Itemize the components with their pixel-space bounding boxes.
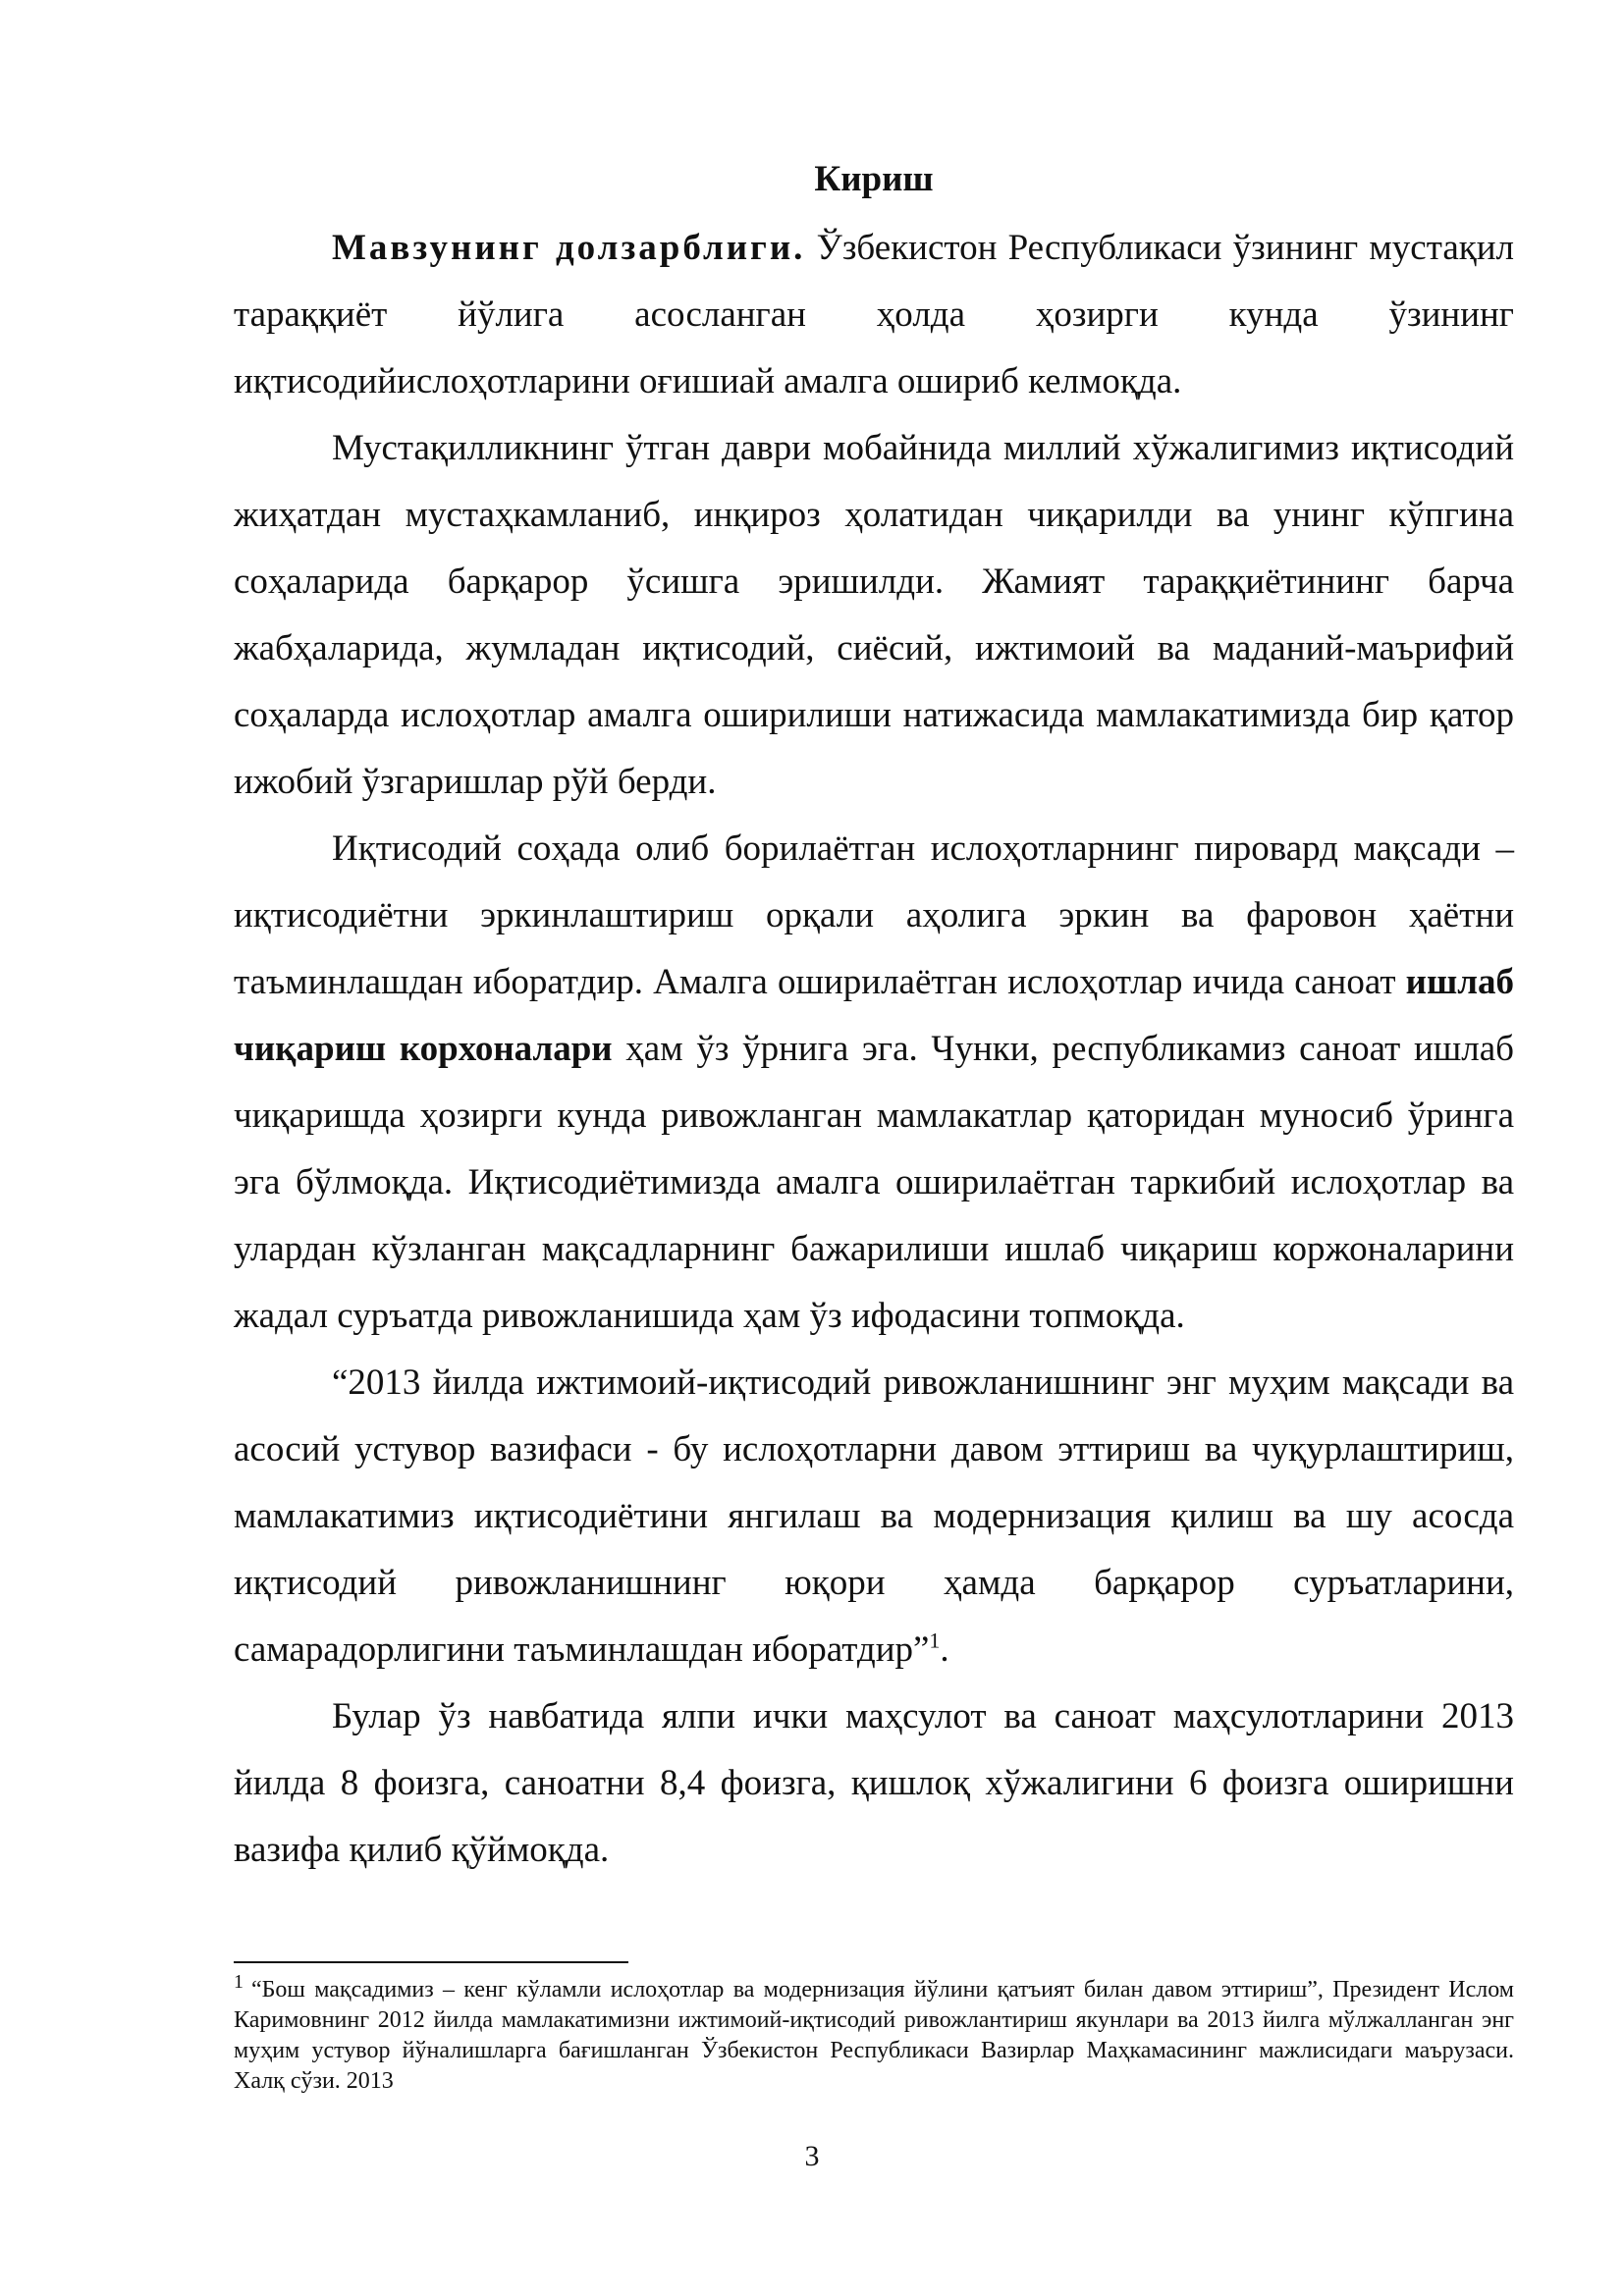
footnote-reference[interactable]: 1 (929, 1628, 941, 1653)
reforms-bold-term: ишлаб чиқариш корхоналари (234, 962, 1514, 1069)
paragraph-quote (234, 1350, 1514, 1683)
quote-text: “2013 йилда ижтимоий-иқтисодий ривожланишнинг энг муҳим мақсади ва асосий устувор вазифаси - бу ислоҳотларни давом эттириш ва чуқурлаштириш, мамлакатимиз иқтисодиётини янгилаш ва модернизация қилиш ва шу асосда иқтисодий ривожланишнинг юқори ҳамда барқарор суръатларини, самарадорлигини таъминлашдан иборатдир” (234, 1362, 1514, 1670)
reforms-text-end: ҳам ўз ўрнига эга. Чунки, республикамиз саноат ишлаб чиқаришда ҳозирги кунда ривожланган мамлакатлар қаторидан муносиб ўринга эга бўлмоқда. Иқтисодиётимизда амалга оширилаётган таркибий ислоҳотлар ва улардан кўзланган мақсадларнинг бажарилиши ишлаб чиқариш коржоналарини жадал суръатда ривожланишида ҳам ўз ифодасини топмоқда. (234, 1029, 1515, 1336)
footnote-mark: 1 (234, 1971, 244, 1993)
paragraph-independence: Мустақилликнинг ўтган даври мобайнида миллий хўжалигимиз иқтисодий жиҳатдан мустаҳкамланиб, инқироз ҳолатидан чиқарилди ва унинг кўпгина соҳаларида барқарор ўсишга эришилди. Жамият тараққиётининг барча жабҳаларида, жумладан иқтисодий, сиёсий, ижтимоий ва маданий-маърифий соҳаларда ислоҳотлар амалга оширилиши натижасида мамлакатимизда бир қатор ижобий ўзгаришлар рўй берди. (234, 428, 1514, 802)
footnote-text: “Бош мақсадимиз – кенг кўламли ислоҳотлар ва модернизация йўлини қатъият билан давом эттириш”, Президент Ислом Каримовнинг 2012 йилда мамлакатимизни ижтимоий-иқтисодий ривожлантириш якунлари ва 2013 йилга мўлжалланган энг муҳим устувор йўналишларга бағишланган Ўзбекистон Республикаси Вазирлар Маҳкамасининг мажлисидаги маърузаси. Халқ сўзи. 2013 (234, 1977, 1514, 2094)
main-text (234, 147, 1514, 1884)
page-heading: Кириш (814, 159, 934, 199)
page-number: 3 (804, 2140, 820, 2172)
footnote (234, 1971, 1514, 2097)
paragraph-reforms (234, 816, 1514, 1350)
paragraph-relevance (234, 215, 1514, 415)
reforms-text-start: Иқтисодий соҳада олиб борилаётган ислоҳотларнинг пировард мақсади – иқтисодиётни эркинлаштириш орқали аҳолига эркин ва фаровон ҳаётни таъминлашдан иборатдир. Амалга оширилаётган ислоҳотлар ичида саноат (234, 828, 1514, 1002)
footnote-separator (234, 1961, 628, 1963)
relevance-text: Ўзбекистон Республикаси ўзининг мустақил тараққиёт йўлига асосланган ҳолда ҳозирги кунда ўзининг иқтисодийислоҳотларини оғишиай амалга ошириб келмоқда. (234, 228, 1514, 401)
quote-end: . (940, 1629, 949, 1670)
paragraph-targets: Булар ўз навбатида ялпи ички маҳсулот ва саноат маҳсулотларини 2013 йилда 8 фоизга, саноатни 8,4 фоизга, қишлоқ хўжалигини 6 фоизга оширишни вазифа қилиб қўймоқда. (234, 1696, 1514, 1870)
relevance-lead: Мавзунинг долзарблиги. (332, 228, 806, 268)
